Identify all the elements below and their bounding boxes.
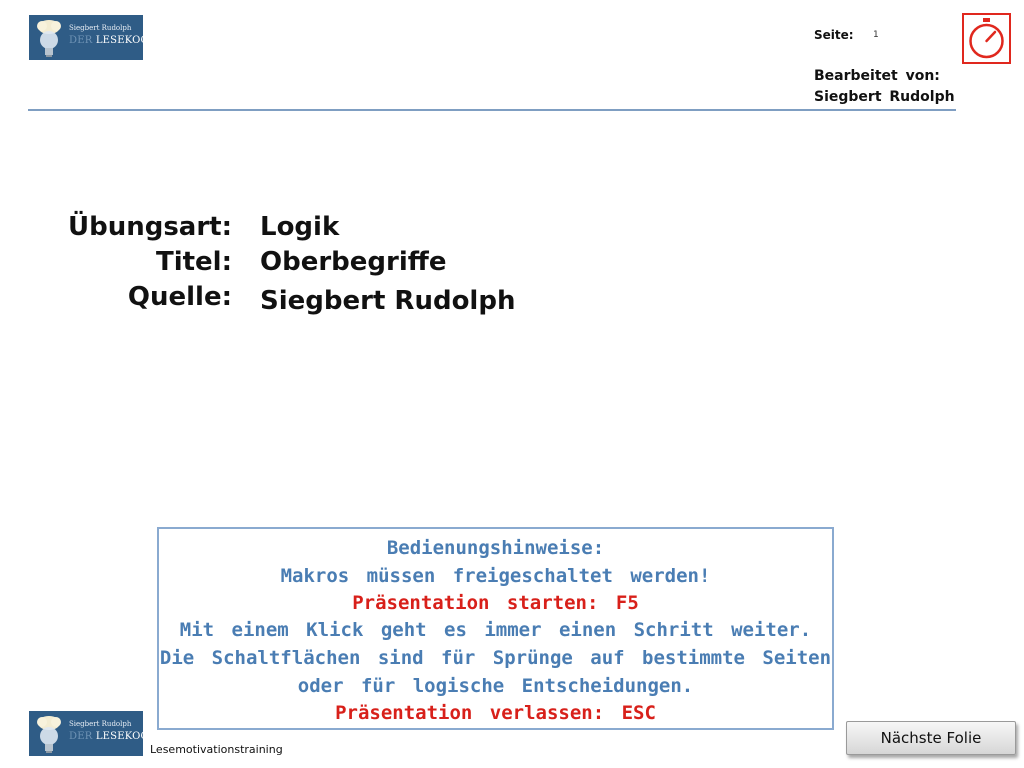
instructions-heading: Bedienungshinweise: <box>386 537 605 559</box>
lightbulb-chef-icon <box>32 714 68 754</box>
edited-by-label: Bearbeitet von: <box>814 68 940 84</box>
logo-brand-prefix: DER <box>69 731 93 742</box>
exercise-type-label: Übungsart: <box>67 212 232 242</box>
instructions-box <box>157 527 834 730</box>
edited-by-name: Siegbert Rudolph <box>814 89 955 105</box>
instructions-line-exit: Präsentation verlassen: ESC <box>335 702 656 724</box>
logo-brand-main: LESEKOCH <box>95 731 158 742</box>
source-row <box>0 282 600 318</box>
source-label: Quelle: <box>127 282 232 312</box>
logo-author-name: Siegbert Rudolph <box>69 24 132 32</box>
edited-by-block <box>814 66 955 108</box>
title-row <box>0 247 600 283</box>
instructions-line-decisions: oder für logische Entscheidungen. <box>297 675 694 697</box>
logo-lesekoch-footer <box>29 711 158 756</box>
exercise-type-row <box>0 212 600 248</box>
exercise-type-value: Logik <box>260 212 340 242</box>
logo-lesekoch-header <box>29 15 158 60</box>
logo-brand-name <box>69 731 157 742</box>
instructions-line-click: Mit einem Klick geht es immer einen Schritt weiter. <box>179 619 812 641</box>
instructions-line-buttons: Die Schaltflächen sind für Sprünge auf bestimmte Seiten <box>159 647 832 669</box>
lightbulb-chef-icon <box>32 18 68 58</box>
logo-author-name: Siegbert Rudolph <box>69 720 132 728</box>
page-number: 1 <box>873 30 879 40</box>
logo-brand-name <box>69 35 157 46</box>
logo-brand-main: LESEKOCH <box>95 35 158 46</box>
logo-brand-prefix: DER <box>69 35 93 46</box>
stopwatch-icon <box>964 15 1009 62</box>
footer-caption: Lesemotivationstraining <box>150 743 283 756</box>
next-slide-button[interactable]: Nächste Folie <box>846 721 1016 755</box>
title-label: Titel: <box>155 247 232 277</box>
instructions-line-start: Präsentation starten: F5 <box>352 592 639 614</box>
source-value: Siegbert Rudolph <box>260 286 516 316</box>
timer-button[interactable] <box>962 13 1011 64</box>
page-label: Seite: <box>814 28 854 42</box>
instructions-line-macros: Makros müssen freigeschaltet werden! <box>280 565 711 587</box>
title-value: Oberbegriffe <box>260 247 447 277</box>
header-divider <box>28 109 956 111</box>
